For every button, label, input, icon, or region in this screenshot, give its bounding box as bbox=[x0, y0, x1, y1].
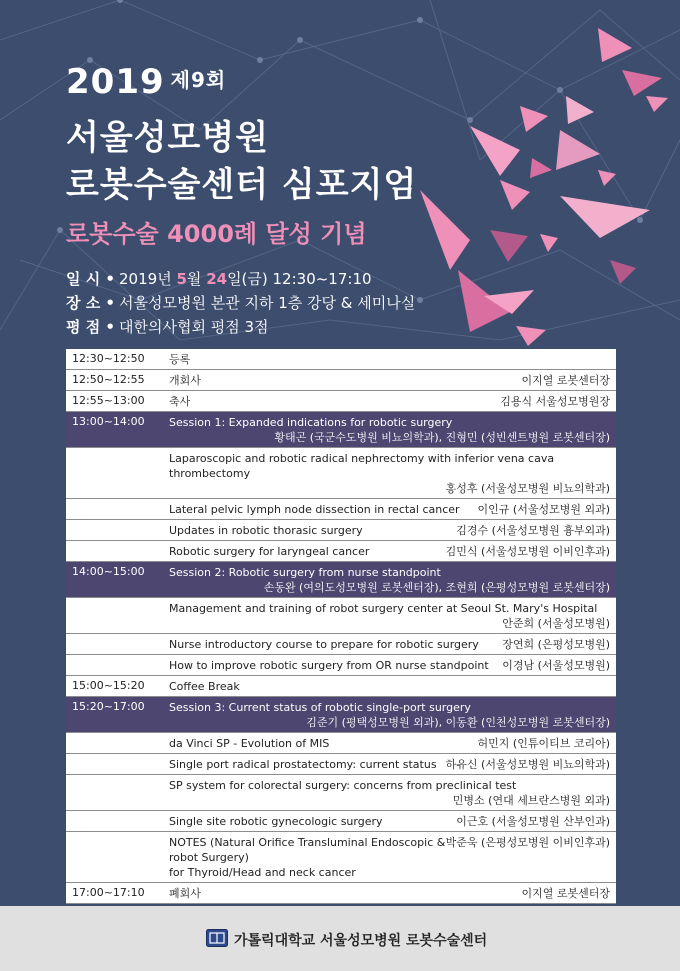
session-chairs: 김준기 (평택성모병원 외과), 이동환 (인천성모병원 로봇센터장) bbox=[306, 716, 610, 729]
speaker: 홍성후 (서울성모병원 비뇨의학과) bbox=[445, 482, 610, 495]
speaker: 김경수 (서울성모병원 흉부외과) bbox=[456, 524, 610, 537]
table-row bbox=[66, 832, 616, 883]
program-title: Single port radical prostatectomy: current status bbox=[169, 758, 437, 771]
table-row bbox=[66, 883, 616, 904]
place-line: 장 소 • 서울성모병원 본관 지하 1층 강당 & 세미나실 bbox=[66, 294, 416, 312]
speaker: 이근호 (서울성모병원 산부인과) bbox=[456, 815, 610, 828]
time-slot: 14:00~15:00 bbox=[72, 565, 145, 578]
table-row bbox=[66, 349, 616, 370]
speaker: 허민지 (인튜이티브 코리아) bbox=[477, 737, 610, 750]
session-row bbox=[66, 412, 616, 448]
table-row bbox=[66, 733, 616, 754]
session-chairs: 황태곤 (국군수도병원 비뇨의학과), 진형민 (성빈센트병원 로봇센터장) bbox=[274, 431, 610, 444]
program-title: Updates in robotic thorasic surgery bbox=[169, 524, 363, 537]
program-title: 폐회사 bbox=[169, 887, 201, 900]
program-title: Session 1: Expanded indications for robotic surgery bbox=[169, 416, 453, 429]
time-slot: 12:30~12:50 bbox=[72, 352, 145, 365]
table-row bbox=[66, 370, 616, 391]
table-row bbox=[66, 811, 616, 832]
table-row bbox=[66, 634, 616, 655]
program-title: Coffee Break bbox=[169, 680, 240, 693]
program-title: NOTES (Natural Orifice Transluminal Endoscopic & robot Surgery) bbox=[169, 836, 446, 864]
table-row bbox=[66, 754, 616, 775]
date-line: 일 시 • 2019년 5월 24일(금) 12:30~17:10 bbox=[66, 270, 372, 288]
time-slot: 12:55~13:00 bbox=[72, 394, 145, 407]
program-title: da Vinci SP - Evolution of MIS bbox=[169, 737, 330, 750]
speaker: 김민식 (서울성모병원 이비인후과) bbox=[445, 545, 610, 558]
program-title: Nurse introductory course to prepare for robotic surgery bbox=[169, 638, 479, 651]
schedule-table bbox=[66, 349, 616, 904]
program-title: Lateral pelvic lymph node dissection in rectal cancer bbox=[169, 503, 460, 516]
time-slot: 12:50~12:55 bbox=[72, 373, 145, 386]
subtitle: 로봇수술 4000례 달성 기념 bbox=[66, 220, 367, 248]
university-logo-icon bbox=[206, 929, 228, 947]
program-title: Robotic surgery for laryngeal cancer bbox=[169, 545, 370, 558]
session-chairs: 손동완 (여의도성모병원 로봇센터장), 조현희 (은평성모병원 로봇센터장) bbox=[263, 581, 610, 594]
program-title: 개회사 bbox=[169, 374, 201, 387]
speaker: 이경남 (서울성모병원) bbox=[502, 659, 610, 672]
table-row bbox=[66, 448, 616, 499]
time-slot: 13:00~14:00 bbox=[72, 415, 145, 428]
speaker: 이지열 로봇센터장 bbox=[521, 887, 610, 900]
program-title: Laparoscopic and robotic radical nephrectomy with inferior vena cava thrombectomy bbox=[169, 452, 555, 480]
speaker: 민병소 (연대 세브란스병원 외과) bbox=[452, 794, 610, 807]
program-title-cont: for Thyroid/Head and neck cancer bbox=[169, 866, 356, 879]
table-row bbox=[66, 391, 616, 412]
time-slot: 15:00~15:20 bbox=[72, 679, 145, 692]
program-title: Session 2: Robotic surgery from nurse standpoint bbox=[169, 566, 441, 579]
table-row bbox=[66, 655, 616, 676]
program-title: 등록 bbox=[169, 353, 191, 366]
table-row bbox=[66, 520, 616, 541]
time-slot: 17:00~17:10 bbox=[72, 886, 145, 899]
speaker: 이인규 (서울성모병원 외과) bbox=[477, 503, 610, 516]
credit-line: 평 점 • 대한의사협회 평점 3점 bbox=[66, 318, 269, 336]
program-title: 축사 bbox=[169, 395, 191, 408]
table-row bbox=[66, 598, 616, 634]
program-title: Session 3: Current status of robotic single-port surgery bbox=[169, 701, 471, 714]
program-title: Single site robotic gynecologic surgery bbox=[169, 815, 383, 828]
title-line-2: 로봇수술센터 심포지엄 bbox=[66, 165, 418, 205]
speaker: 안준희 (서울성모병원) bbox=[502, 617, 610, 630]
event-year: 2019 제9회 bbox=[66, 62, 227, 102]
speaker: 박준욱 (은평성모병원 이비인후과) bbox=[445, 836, 610, 849]
title-line-1: 서울성모병원 bbox=[66, 118, 270, 158]
program-title: SP system for colorectal surgery: concerns from preclinical test bbox=[169, 779, 517, 792]
speaker: 장연희 (은평성모병원) bbox=[502, 638, 610, 651]
speaker: 이지열 로봇센터장 bbox=[521, 374, 610, 387]
edition-number: 제9회 bbox=[170, 68, 227, 92]
program-title: How to improve robotic surgery from OR nurse standpoint bbox=[169, 659, 489, 672]
footer-org-name: 가톨릭대학교 서울성모병원 로봇수술센터 bbox=[234, 933, 488, 949]
speaker: 김용식 서울성모병원장 bbox=[500, 395, 610, 408]
session-row bbox=[66, 562, 616, 598]
table-row bbox=[66, 499, 616, 520]
session-row bbox=[66, 697, 616, 733]
time-slot: 15:20~17:00 bbox=[72, 700, 145, 713]
speaker: 하유신 (서울성모병원 비뇨의학과) bbox=[445, 758, 610, 771]
table-row bbox=[66, 541, 616, 562]
table-row bbox=[66, 775, 616, 811]
table-row bbox=[66, 676, 616, 697]
program-title: Management and training of robot surgery center at Seoul St. Mary's Hospital bbox=[169, 602, 598, 615]
